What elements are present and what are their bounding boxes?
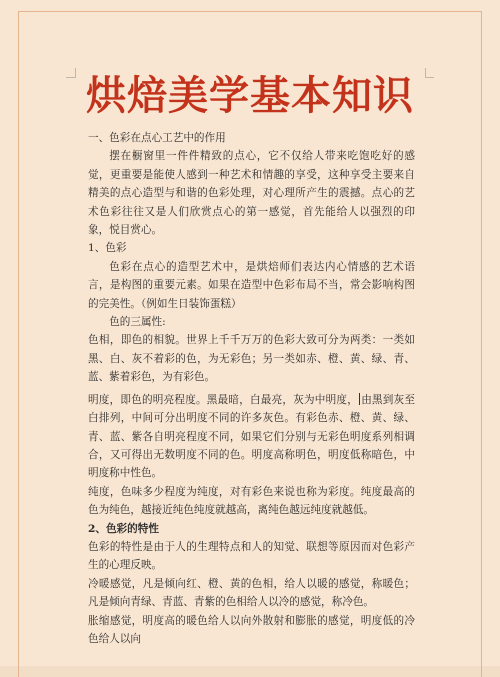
warm-cool-paragraph: 冷暖感觉，凡是倾向红、橙、黄的色相，给人以暖的感觉，称暖色；凡是倾向青绿、青蓝、青紫的色相给人以冷的感觉，称冷色。 bbox=[88, 577, 415, 609]
color-attributes-subheading: 色的三属性: bbox=[109, 316, 166, 329]
traits-intro-paragraph: 色彩的特性是由于人的生理特点和人的知觉、联想等原因而对色彩产生的心理反映。 bbox=[88, 540, 415, 572]
document-title: 烘焙美学基本知识 bbox=[86, 73, 414, 119]
color-paragraph: 色彩在点心的造型艺术中，是烘焙师们表达内心情感的艺术语言，是构图的重要元素。如果在造型中色彩布局不当，常会影响构图的完美性。（例如生日装饰蛋糕） bbox=[88, 260, 415, 310]
expand-contract-paragraph: 胀缩感觉，明度高的暖色给人以向外散射和膨胀的感觉，明度低的冷色给人以向 bbox=[88, 614, 415, 645]
brightness-text-end: 由黑到灰至白排列，中间可分出明度不同的许多灰色。有彩色赤、橙、黄、绿、青、蓝、紫各自明亮程度不同，如果它们分别与无彩色明度系列相调合，又可得出无数明度不同的色。明度高称明色，明度低称暗色，中明度称中性色。 bbox=[88, 393, 415, 480]
section-heading-color: 1、色彩 bbox=[88, 242, 127, 255]
section-heading-1: 一、色彩在点心工艺中的作用 bbox=[88, 132, 226, 144]
section-heading-traits: 2、色彩的特性 bbox=[88, 522, 159, 535]
hue-paragraph: 色相，即色的相貌。世界上千千万万的色彩大致可分为两类：一类如黑、白、灰不着彩的色，为无彩色；另一类如赤、橙、黄、绿、青、蓝、紫着彩色，为有彩色。 bbox=[88, 334, 415, 384]
text-cursor bbox=[359, 393, 360, 405]
brightness-text-start: 明度，即色的明亮程度。黑最暗，白最亮，灰为中明度， bbox=[88, 393, 358, 406]
document-body bbox=[88, 129, 415, 648]
purity-paragraph: 纯度，色味多少程度为纯度，对有彩色来说也称为彩度。纯度最高的色为纯色，越接近纯色纯度就越高，离纯色越远纯度就越低。 bbox=[88, 485, 415, 517]
section-1-paragraph: 摆在橱窗里一件件精致的点心，它不仅给人带来吃饱吃好的感觉，更重要是能使人感到一种艺术和情趣的享受，这种享受主要来自精美的点心造型与和谐的色彩处理，对心理所产生的震撼。点心的艺术色彩往往又是人们欣赏点心的第一感觉，首先能给人以强烈的印象，悦目赏心。 bbox=[88, 150, 415, 237]
brightness-paragraph bbox=[88, 391, 415, 483]
